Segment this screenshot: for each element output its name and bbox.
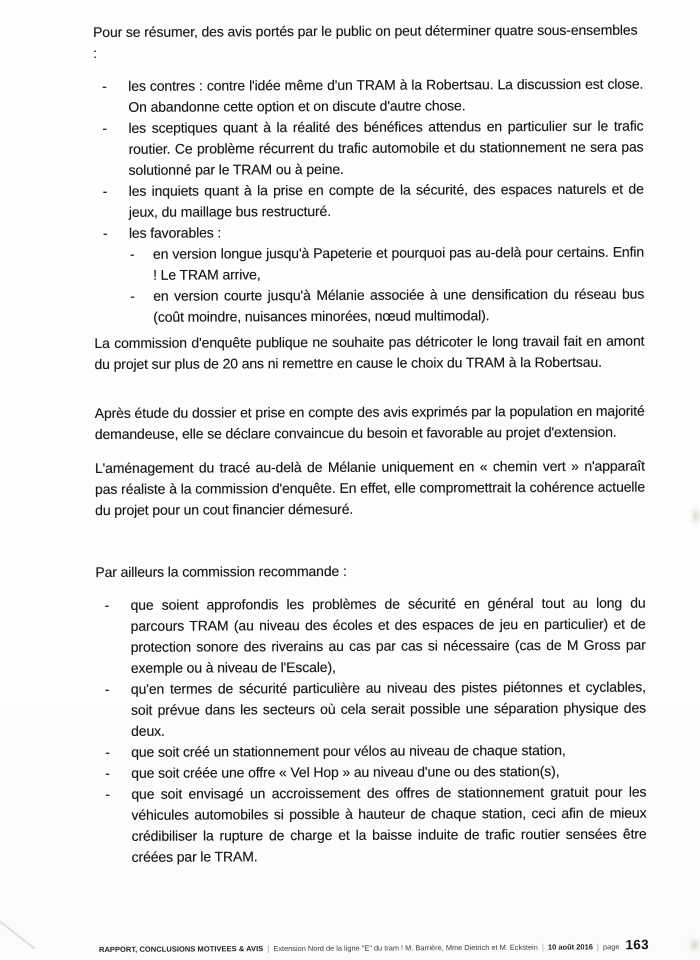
sub-list-item-text: en version longue jusqu'à Papeterie et pourquoi pas au-delà pour certains. Enfin ! Le TRAM arrive,: [152, 243, 645, 283]
recommendation-item: [96, 740, 646, 763]
recommendation-item: [96, 593, 646, 679]
footer-separator: |: [541, 942, 544, 952]
footer-page-label: page: [602, 942, 620, 952]
list-item-text: les favorables :: [128, 224, 222, 241]
list-item: [93, 116, 643, 181]
bullet-dash: -: [129, 245, 135, 262]
bullet-dash: -: [102, 119, 108, 136]
scan-artifact: [691, 940, 698, 950]
footer-report-title: RAPPORT, CONCLUSIONS MOTIVEES & AVIS: [98, 944, 264, 954]
paragraph-apres-etude: Après étude du dossier et prise en compte des avis exprimés par la population en majorité demandeuse, elle se déclare convaincue du besoin et favorable au projet d'extension.: [94, 402, 645, 442]
recommendation-text: que soit créée une offre « Vel Hop » au niveau d'une ou des station(s),: [131, 762, 560, 781]
recommendation-text: qu'en termes de sécurité particulière au niveau des pistes piétonnes et cyclables, soit prévue dans les secteurs où cela serait possible une séparation physique des deux.: [130, 678, 647, 739]
sub-list-item-text: en version courte jusqu'à Mélanie associée à une densification du réseau bus (coût moindre, nuisances minorées, nœud multimodal).: [153, 285, 645, 325]
page-body: [93, 20, 647, 868]
scan-artifact: [693, 510, 699, 522]
paragraph-commission: La commission d'enquête publique ne souhaite pas détricoter le long travail fait en amont du projet sur plus de 20 ans ni remettre en cause le choix du TRAM à la Robertsau.: [94, 332, 645, 372]
intro-paragraph: Pour se résumer, des avis portés par le public on peut déterminer quatre sous-ensembles :: [93, 21, 638, 61]
audience-groups-list: [93, 74, 644, 328]
paragraph-amenagement: L'aménagement du tracé au-delà de Mélanie uniquement en « chemin vert » n'apparaît pas réaliste à la commission d'enquête. En effet, elle compromettrait la cohérence actuelle du projet pour un cout financier démesuré.: [94, 457, 646, 518]
footer-date: 10 août 2016: [547, 942, 593, 952]
recommendation-item: [96, 677, 646, 742]
bullet-dash: -: [105, 764, 110, 781]
recommendation-item: [96, 782, 646, 868]
bullet-dash: -: [104, 680, 110, 697]
bullet-dash: -: [105, 743, 110, 760]
scan-artifact: [0, 918, 35, 949]
bullet-dash: -: [130, 287, 135, 304]
recommendations-list: [96, 593, 647, 868]
list-item: [94, 221, 644, 244]
recommendation-text: que soit envisagé un accroissement des offres de stationnement gratuit pour les véhicules automobiles si possible à hauteur de chaque station, ceci afin de mieux crédibiliser la rupture de charge et la baisse induite de trafic routier sensées être créées par le TRAM.: [131, 783, 647, 865]
sub-list-item: [94, 284, 644, 328]
bullet-dash: -: [104, 596, 110, 613]
page-footer: [99, 937, 689, 955]
footer-page-number: 163: [625, 937, 649, 953]
list-item: [93, 74, 643, 118]
footer-separator: |: [267, 944, 270, 954]
favorables-sublist: [94, 242, 644, 328]
list-item-text: les inquiets quant à la prise en compte de la sécurité, des espaces naturels et de jeux, du maillage bus restructuré.: [128, 180, 644, 220]
list-item: [94, 179, 644, 223]
recommendation-text: que soit créé un stationnement pour vélos au niveau de chaque station,: [131, 741, 566, 760]
list-item-text: les sceptiques quant à la réalité des bénéfices attendus en particulier sur le trafic routier. Ce problème récurrent du trafic automobile et du stationnement ne sera pas solutionné par le TRAM ou à peine.: [128, 117, 644, 178]
bullet-dash: -: [102, 224, 108, 241]
recommendation-text: que soient approfondis les problèmes de sécurité en général tout au long du parcours TRAM (au niveau des écoles et des espaces de jeu en particulier) et de protection sonore des riverains au cas par cas si nécessaire (cas de M Gross par exemple ou à niveau de l'Escale),: [130, 594, 646, 676]
paragraph-recommande: Par ailleurs la commission recommande :: [95, 562, 347, 580]
footer-subtitle: Extension Nord de la ligne "E" du tram ! M. Barrière, Mme Dietrich et M. Eckstein: [273, 942, 538, 954]
recommendation-item: [96, 761, 646, 784]
footer-separator: |: [596, 942, 600, 952]
bullet-dash: -: [102, 182, 108, 199]
sub-list-item: [94, 242, 644, 286]
bullet-dash: -: [105, 785, 110, 802]
bullet-dash: -: [102, 77, 107, 94]
list-item-text: les contres : contre l'idée même d'un TRAM à la Robertsau. La discussion est close. On abandonne cette option et on discute d'autre chose.: [128, 75, 644, 115]
